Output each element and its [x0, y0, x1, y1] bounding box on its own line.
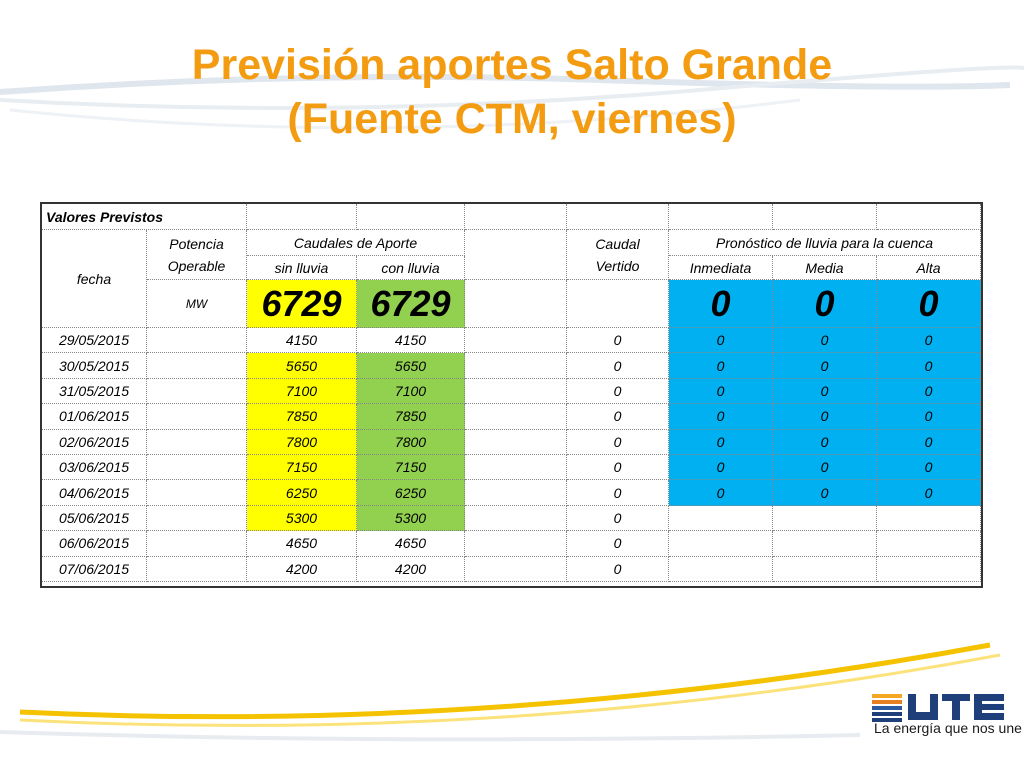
cell-sin-lluvia: 7800 — [247, 430, 357, 455]
summary-sin-lluvia: 6729 — [247, 280, 357, 328]
cell-media: 0 — [773, 328, 877, 353]
empty-cell — [567, 280, 669, 328]
header-caudal-line1: Caudal — [595, 235, 640, 252]
title-line-2: (Fuente CTM, viernes) — [287, 95, 737, 143]
cell-caudal-vertido: 0 — [567, 328, 669, 353]
cell-inmediata — [669, 557, 773, 582]
empty-cell — [669, 204, 773, 230]
empty-cell — [357, 204, 465, 230]
cell-sin-lluvia: 5300 — [247, 506, 357, 531]
cell-alta — [877, 557, 981, 582]
cell-alta: 0 — [877, 480, 981, 505]
cell-caudal-vertido: 0 — [567, 557, 669, 582]
empty-cell — [465, 280, 567, 328]
empty-cell — [465, 455, 567, 480]
header-potencia — [147, 230, 247, 280]
cell-alta: 0 — [877, 353, 981, 378]
header-pronostico: Pronóstico de lluvia para la cuenca — [669, 230, 981, 256]
cell-caudal-vertido: 0 — [567, 455, 669, 480]
cell-fecha: 04/06/2015 — [42, 480, 147, 505]
cell-potencia — [147, 430, 247, 455]
cell-inmediata: 0 — [669, 480, 773, 505]
summary-con-lluvia: 6729 — [357, 280, 465, 328]
cell-con-lluvia: 4650 — [357, 531, 465, 556]
cell-media: 0 — [773, 430, 877, 455]
cell-sin-lluvia: 6250 — [247, 480, 357, 505]
cell-con-lluvia: 6250 — [357, 480, 465, 505]
cell-media: 0 — [773, 404, 877, 429]
cell-potencia — [147, 379, 247, 404]
cell-caudal-vertido: 0 — [567, 404, 669, 429]
cell-caudal-vertido: 0 — [567, 531, 669, 556]
cell-media: 0 — [773, 353, 877, 378]
empty-cell — [465, 230, 567, 280]
cell-media: 0 — [773, 480, 877, 505]
cell-fecha: 05/06/2015 — [42, 506, 147, 531]
cell-caudal-vertido: 0 — [567, 480, 669, 505]
empty-cell — [465, 480, 567, 505]
summary-alta: 0 — [877, 280, 981, 328]
cell-fecha: 03/06/2015 — [42, 455, 147, 480]
header-media: Media — [773, 256, 877, 280]
cell-inmediata: 0 — [669, 328, 773, 353]
empty-cell — [247, 204, 357, 230]
header-unit: MW — [147, 280, 247, 328]
header-con-lluvia: con lluvia — [357, 256, 465, 280]
cell-caudal-vertido: 0 — [567, 506, 669, 531]
header-potencia-line2: Operable — [167, 257, 226, 274]
header-caudal-line2: Vertido — [595, 257, 640, 274]
empty-cell — [465, 379, 567, 404]
cell-sin-lluvia: 5650 — [247, 353, 357, 378]
summary-media: 0 — [773, 280, 877, 328]
empty-cell — [465, 557, 567, 582]
cell-con-lluvia: 4150 — [357, 328, 465, 353]
empty-cell — [465, 531, 567, 556]
cell-caudal-vertido: 0 — [567, 430, 669, 455]
cell-sin-lluvia: 4150 — [247, 328, 357, 353]
cell-potencia — [147, 455, 247, 480]
cell-con-lluvia: 7850 — [357, 404, 465, 429]
cell-fecha: 02/06/2015 — [42, 430, 147, 455]
cell-fecha: 06/06/2015 — [42, 531, 147, 556]
cell-media: 0 — [773, 455, 877, 480]
cell-con-lluvia: 5650 — [357, 353, 465, 378]
cell-alta: 0 — [877, 430, 981, 455]
header-caudal-vertido — [567, 230, 669, 280]
forecast-table — [40, 202, 983, 588]
cell-sin-lluvia: 7150 — [247, 455, 357, 480]
summary-inmediata: 0 — [669, 280, 773, 328]
cell-fecha: 31/05/2015 — [42, 379, 147, 404]
cell-sin-lluvia: 4200 — [247, 557, 357, 582]
logo-tagline: La energía que nos une — [874, 720, 1022, 736]
header-sin-lluvia: sin lluvia — [247, 256, 357, 280]
cell-con-lluvia: 7100 — [357, 379, 465, 404]
cell-inmediata: 0 — [669, 455, 773, 480]
empty-cell — [465, 204, 567, 230]
cell-con-lluvia: 7150 — [357, 455, 465, 480]
cell-con-lluvia: 5300 — [357, 506, 465, 531]
cell-potencia — [147, 404, 247, 429]
cell-media: 0 — [773, 379, 877, 404]
cell-media — [773, 506, 877, 531]
cell-con-lluvia: 7800 — [357, 430, 465, 455]
cell-fecha: 01/06/2015 — [42, 404, 147, 429]
cell-fecha: 07/06/2015 — [42, 557, 147, 582]
cell-alta: 0 — [877, 455, 981, 480]
cell-con-lluvia: 4200 — [357, 557, 465, 582]
cell-inmediata: 0 — [669, 404, 773, 429]
cell-media — [773, 531, 877, 556]
cell-inmediata — [669, 506, 773, 531]
empty-cell — [877, 204, 981, 230]
header-inmediata: Inmediata — [669, 256, 773, 280]
title-line-1: Previsión aportes Salto Grande — [191, 41, 833, 89]
cell-alta — [877, 531, 981, 556]
empty-cell — [465, 328, 567, 353]
header-fecha: fecha — [42, 230, 147, 328]
cell-alta — [877, 506, 981, 531]
cell-inmediata: 0 — [669, 379, 773, 404]
empty-cell — [465, 404, 567, 429]
cell-sin-lluvia: 7850 — [247, 404, 357, 429]
empty-cell — [465, 430, 567, 455]
cell-potencia — [147, 353, 247, 378]
cell-sin-lluvia: 4650 — [247, 531, 357, 556]
cell-fecha: 30/05/2015 — [42, 353, 147, 378]
empty-cell — [773, 204, 877, 230]
cell-caudal-vertido: 0 — [567, 379, 669, 404]
cell-caudal-vertido: 0 — [567, 353, 669, 378]
cell-potencia — [147, 480, 247, 505]
cell-alta: 0 — [877, 404, 981, 429]
cell-potencia — [147, 531, 247, 556]
empty-cell — [567, 204, 669, 230]
cell-alta: 0 — [877, 328, 981, 353]
section-title: Valores Previstos — [42, 204, 247, 230]
header-caudales: Caudales de Aporte — [247, 230, 465, 256]
cell-inmediata — [669, 531, 773, 556]
empty-cell — [465, 506, 567, 531]
header-potencia-line1: Potencia — [169, 235, 224, 252]
cell-sin-lluvia: 7100 — [247, 379, 357, 404]
cell-alta: 0 — [877, 379, 981, 404]
page-title — [0, 38, 1024, 146]
cell-potencia — [147, 506, 247, 531]
cell-potencia — [147, 557, 247, 582]
cell-inmediata: 0 — [669, 430, 773, 455]
header-alta: Alta — [877, 256, 981, 280]
cell-fecha: 29/05/2015 — [42, 328, 147, 353]
cell-media — [773, 557, 877, 582]
cell-inmediata: 0 — [669, 353, 773, 378]
empty-cell — [465, 353, 567, 378]
cell-potencia — [147, 328, 247, 353]
